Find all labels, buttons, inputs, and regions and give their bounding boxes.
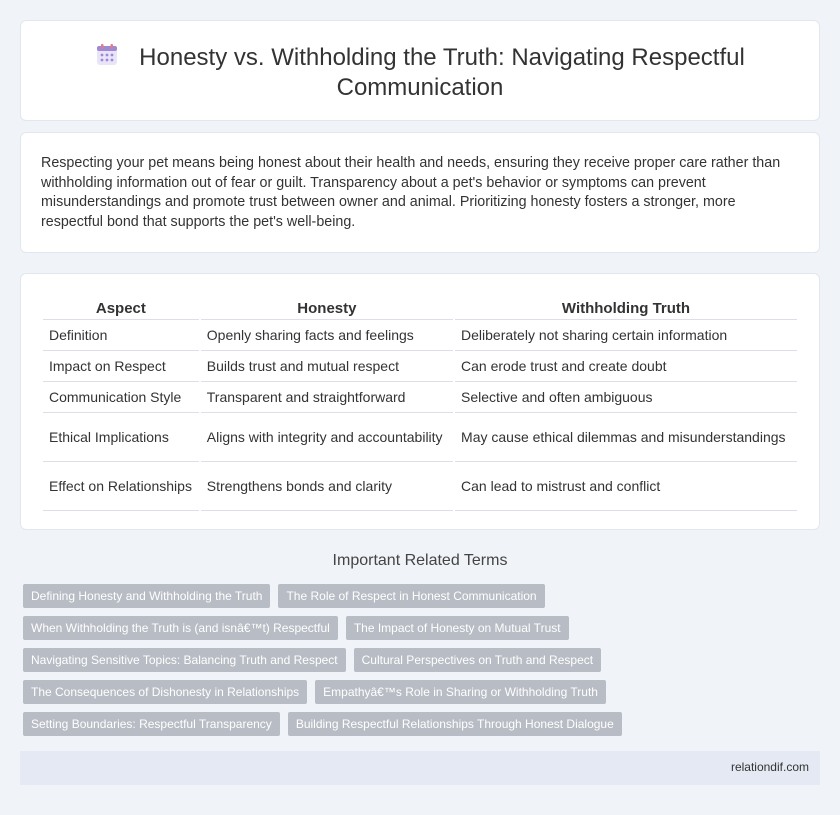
table-cell: Aligns with integrity and accountability (201, 413, 453, 462)
table-row (43, 351, 797, 382)
table-cell: May cause ethical dilemmas and misunderstandings (455, 413, 797, 462)
table-row (43, 462, 797, 511)
intro-paragraph: Respecting your pet means being honest about their health and needs, ensuring they receive proper care rather than withholding information out of fear or guilt. Transparency about a pet's behavior or symptoms can prevent misunderstandings and promote trust between owner and animal. Prioritizing honesty fosters a stronger, more respectful bond that supports the pet's well-being. (41, 155, 781, 230)
related-term-tag[interactable]: The Role of Respect in Honest Communication (278, 584, 544, 608)
table-cell: Communication Style (43, 382, 199, 413)
table-cell: Deliberately not sharing certain information (455, 320, 797, 351)
title-line-1: Honesty vs. Withholding the Truth: Navigating Respectful (139, 44, 745, 71)
related-term-tag[interactable]: When Withholding the Truth is (and isnâ€™t) Respectful (23, 616, 338, 640)
related-terms-heading: Important Related Terms (332, 552, 508, 569)
intro-card (20, 132, 820, 253)
table-cell: Can erode trust and create doubt (455, 351, 797, 382)
related-term-tag[interactable]: Empathyâ€™s Role in Sharing or Withholding Truth (315, 680, 606, 704)
table-cell: Builds trust and mutual respect (201, 351, 453, 382)
related-term-tag[interactable]: Cultural Perspectives on Truth and Respect (354, 648, 601, 672)
footer-site-link[interactable]: relationdif.com (730, 760, 809, 774)
table-cell: Transparent and straightforward (201, 382, 453, 413)
related-term-tag[interactable]: The Impact of Honesty on Mutual Trust (346, 616, 569, 640)
related-term-tag[interactable]: The Consequences of Dishonesty in Relationships (23, 680, 307, 704)
tag-row (23, 584, 823, 608)
table-cell: Strengthens bonds and clarity (201, 462, 453, 511)
header-withholding: Withholding Truth (455, 296, 797, 320)
table-header-row (43, 296, 797, 320)
calendar-icon (95, 43, 119, 67)
related-terms-list (23, 584, 823, 744)
comparison-table (41, 296, 799, 511)
related-term-tag[interactable]: Navigating Sensitive Topics: Balancing Truth and Respect (23, 648, 346, 672)
header-card (20, 20, 820, 121)
table-row (43, 382, 797, 413)
table-cell: Definition (43, 320, 199, 351)
related-term-tag[interactable]: Defining Honesty and Withholding the Truth (23, 584, 270, 608)
table-row (43, 413, 797, 462)
table-cell: Selective and often ambiguous (455, 382, 797, 413)
tag-row (23, 680, 823, 704)
related-term-tag[interactable]: Building Respectful Relationships Through Honest Dialogue (288, 712, 622, 736)
table-cell: Ethical Implications (43, 413, 199, 462)
title-line-2: Communication (336, 74, 504, 101)
header-honesty: Honesty (201, 296, 453, 320)
table-cell: Openly sharing facts and feelings (201, 320, 453, 351)
header-aspect: Aspect (43, 296, 199, 320)
table-row (43, 320, 797, 351)
footer (20, 751, 820, 785)
related-term-tag[interactable]: Setting Boundaries: Respectful Transparency (23, 712, 280, 736)
comparison-table-card (20, 273, 820, 530)
table-cell: Can lead to mistrust and conflict (455, 462, 797, 511)
page-title (21, 43, 819, 103)
table-cell: Effect on Relationships (43, 462, 199, 511)
tag-row (23, 616, 823, 640)
tag-row (23, 648, 823, 672)
tag-row (23, 712, 823, 736)
table-cell: Impact on Respect (43, 351, 199, 382)
